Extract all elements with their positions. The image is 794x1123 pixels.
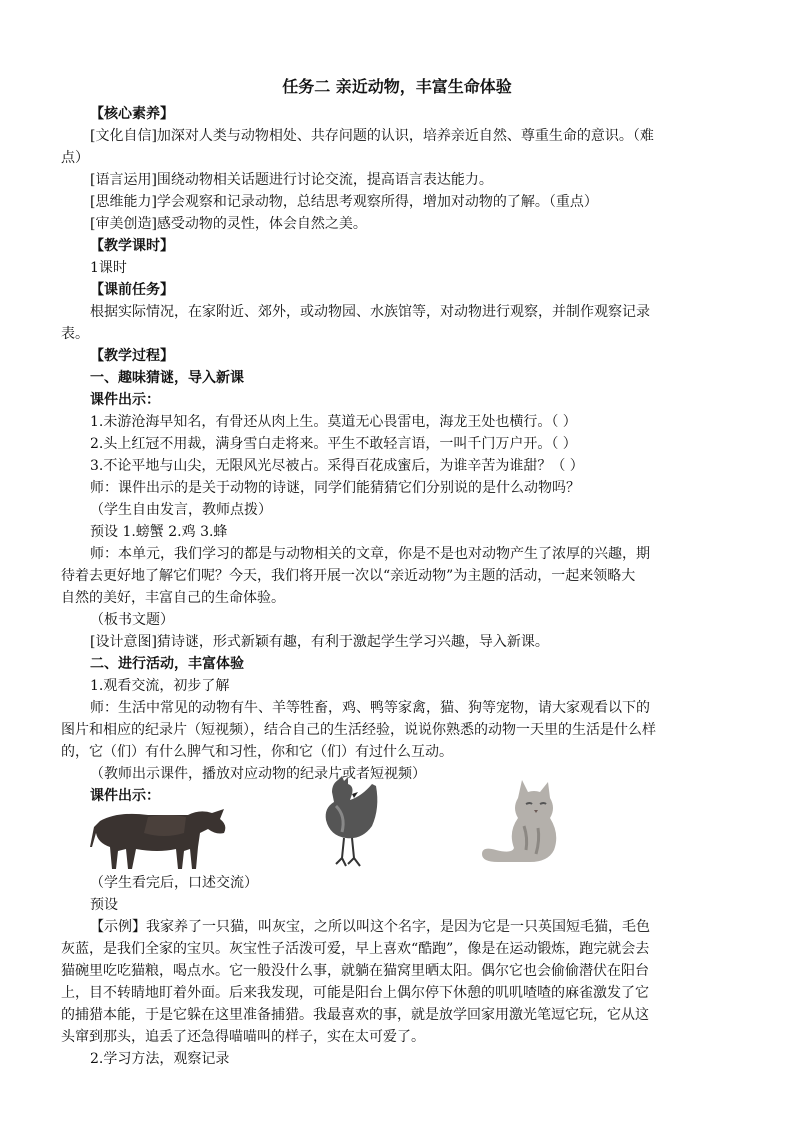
section-heading: 一、趣味猜谜，导入新课 bbox=[90, 370, 244, 386]
courseware-label: 课件出示： bbox=[90, 392, 160, 408]
paragraph-line: 1.观看交流，初步了解 bbox=[90, 678, 230, 694]
paragraph-line: （板书文题） bbox=[90, 612, 174, 628]
riddle-line: 3.不论平地与山尖，无限风光尽被占。采得百花成蜜后，为谁辛苦为谁甜？（ ） bbox=[90, 458, 584, 474]
example-line: 的捕猎本能，于是它躲在这里准备捕猎。我最喜欢的事，就是放学回家用激光笔逗它玩，它从这 bbox=[61, 1007, 649, 1023]
paragraph-line: 自然的美好，丰富自己的生命体验。 bbox=[61, 590, 285, 606]
paragraph-line: 的，它（们）有什么脾气和习性，你和它（们）有过什么互动。 bbox=[61, 744, 453, 760]
paragraph-line: [审美创造]感受动物的灵性，体会自然之美。 bbox=[90, 216, 367, 232]
section-heading: 二、进行活动，丰富体验 bbox=[90, 656, 244, 672]
cat-image bbox=[478, 778, 560, 864]
paragraph-line: 表。 bbox=[61, 326, 89, 342]
heading-pre-class-task: 【课前任务】 bbox=[90, 282, 174, 298]
paragraph-line: 点） bbox=[61, 150, 89, 166]
paragraph-line: 师：课件出示的是关于动物的诗谜，同学们能猜猜它们分别说的是什么动物吗？ bbox=[90, 480, 580, 496]
design-intent-line: [设计意图]猜诗谜，形式新颖有趣，有利于激起学生学习兴趣，导入新课。 bbox=[90, 634, 549, 650]
rooster-image bbox=[316, 776, 380, 868]
heading-class-hours: 【教学课时】 bbox=[90, 238, 174, 254]
example-line: 【示例】我家养了一只猫，叫灰宝，之所以叫这个名字，是因为它是一只英国短毛猫，毛色 bbox=[90, 919, 650, 935]
example-line: 上，目不转睛地盯着外面。后来我发现，可能是阳台上偶尔停下休憩的叽叽喳喳的麻雀激发了它 bbox=[61, 985, 649, 1001]
riddle-line: 1.未游沧海早知名，有骨还从肉上生。莫道无心畏雷电，海龙王处也横行。（ ） bbox=[90, 414, 577, 430]
paragraph-line: 预设 bbox=[90, 897, 118, 913]
paragraph-line: （学生看完后，口述交流） bbox=[90, 875, 258, 891]
example-line: 头窜到那头，追丢了还急得喵喵叫的样子，实在太可爱了。 bbox=[61, 1029, 425, 1045]
paragraph-line: 师：本单元，我们学习的都是与动物相关的文章，你是不是也对动物产生了浓厚的兴趣，期 bbox=[90, 546, 650, 562]
example-line: 灰蓝，是我们全家的宝贝。灰宝性子活泼可爱，早上喜欢“酷跑”，像是在运动锻炼，跑完就会去 bbox=[61, 941, 650, 957]
paragraph-line: [语言运用]围绕动物相关话题进行讨论交流，提高语言表达能力。 bbox=[90, 172, 493, 188]
heading-teaching-process: 【教学过程】 bbox=[90, 348, 174, 364]
example-line: 猫碗里吃吃猫粮，喝点水。它一般没什么事，就躺在猫窝里晒太阳。偶尔它也会偷偷潜伏在阳台 bbox=[61, 963, 649, 979]
cow-image bbox=[88, 803, 238, 873]
riddle-line: 2.头上红冠不用裁，满身雪白走将来。平生不敢轻言语，一叫千门万户开。（ ） bbox=[90, 436, 577, 452]
paragraph-line: [文化自信]加深对人类与动物相处、共存问题的认识，培养亲近自然、尊重生命的意识。（难 bbox=[90, 128, 654, 144]
paragraph-line: （学生自由发言，教师点拨） bbox=[90, 502, 272, 518]
courseware-label: 课件出示： bbox=[90, 788, 160, 804]
paragraph-line: 待着去更好地了解它们呢？今天，我们将开展一次以“亲近动物”为主题的活动，一起来领略大 bbox=[61, 568, 636, 584]
paragraph-line: [思维能力]学会观察和记录动物，总结思考观察所得，增加对动物的了解。（重点） bbox=[90, 194, 598, 210]
paragraph-line: 根据实际情况，在家附近、郊外，或动物园、水族馆等，对动物进行观察，并制作观察记录 bbox=[90, 304, 650, 320]
heading-core-literacy: 【核心素养】 bbox=[90, 106, 174, 122]
paragraph-line: 师：生活中常见的动物有牛、羊等牲畜，鸡、鸭等家禽，猫、狗等宠物，请大家观看以下的 bbox=[90, 700, 650, 716]
paragraph-line: 2.学习方法，观察记录 bbox=[90, 1051, 230, 1067]
paragraph-line: 预设 1.螃蟹 2.鸡 3.蜂 bbox=[90, 524, 228, 540]
paragraph-line: 1课时 bbox=[90, 260, 127, 276]
page-title: 任务二 亲近动物，丰富生命体验 bbox=[282, 77, 512, 96]
paragraph-line: 图片和相应的纪录片（短视频），结合自己的生活经验，说说你熟悉的动物一天里的生活是什么样 bbox=[61, 722, 656, 738]
paragraph-line: （教师出示课件，播放对应动物的纪录片或者短视频） bbox=[90, 766, 426, 782]
